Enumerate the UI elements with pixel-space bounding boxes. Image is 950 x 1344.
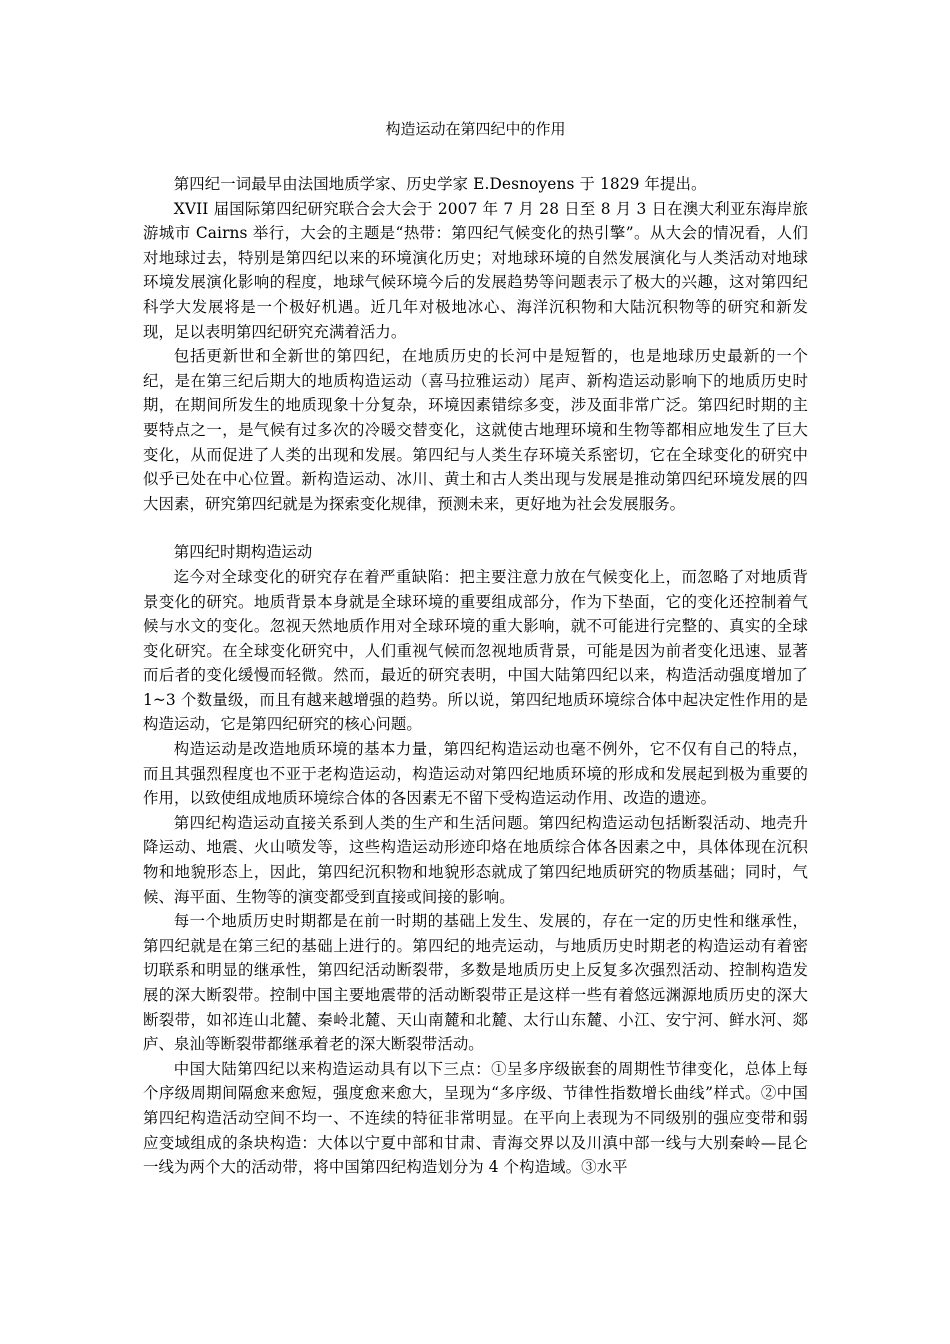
section-paragraph: 构造运动是改造地质环境的基本力量，第四纪构造运动也毫不例外，它不仅有自己的特点，而且其强烈程度也不亚于老构造运动，构造运动对第四纪地质环境的形成和发展起到极为重要的作用，以致使组成地质环境综合体的各因素无不留下受构造运动作用、改造的遗迹。 bbox=[143, 740, 808, 808]
intro-paragraph: 第四纪一词最早由法国地质学家、历史学家 E.Desnoyens 于 1829 年提出。 bbox=[173, 175, 707, 193]
section-paragraph: 第四纪构造运动直接关系到人类的生产和生活问题。第四纪构造运动包括断裂活动、地壳升降运动、地震、火山喷发等，这些构造运动形迹印烙在地质综合体各因素之中，具体体现在沉积物和地貌形态上，因此，第四纪沉积物和地貌形态就成了第四纪地质研究的物质基础；同时，气候、海平面、生物等的演变都受到直接或间接的影响。 bbox=[143, 813, 808, 906]
document-page bbox=[143, 118, 808, 1180]
section-paragraph: 迄今对全球变化的研究存在着严重缺陷：把主要注意力放在气候变化上，而忽略了对地质背景变化的研究。地质背景本身就是全球环境的重要组成部分，作为下垫面，它的变化还控制着气候与水文的变化。忽视天然地质作用对全球环境的重大影响，就不可能进行完整的、真实的全球变化研究。在全球变化研究中，人们重视气候而忽视地质背景，可能是因为前者变化迅速、显著而后者的变化缓慢而轻微。然而，最近的研究表明，中国大陆第四纪以来，构造活动强度增加了 1~3 个数量级，而且有越来越增强的趋势。所以说，第四纪地质环境综合体中起决定性作用的是构造运动，它是第四纪研究的核心问题。 bbox=[143, 567, 808, 734]
section-paragraph: 每一个地质历史时期都是在前一时期的基础上发生、发展的，存在一定的历史性和继承性，第四纪就是在第三纪的基础上进行的。第四纪的地壳运动，与地质历史时期老的构造运动有着密切联系和明显的继承性，第四纪活动断裂带，多数是地质历史上反复多次强烈活动、控制构造发展的深大断裂带。控制中国主要地震带的活动断裂带正是这样一些有着悠远渊源地质历史的深大断裂带，如祁连山北麓、秦岭北麓、天山南麓和北麓、太行山东麓、小江、安宁河、鲜水河、郯庐、泉汕等断裂带都继承着老的深大断裂带活动。 bbox=[143, 912, 808, 1054]
section-heading: 第四纪时期构造运动 bbox=[173, 543, 313, 562]
section-spacer bbox=[143, 516, 808, 540]
intro-paragraph: XVII 届国际第四纪研究联合会大会于 2007 年 7 月 28 日至 8 月 3 日在澳大利亚东海岸旅游城市 Cairns 举行，大会的主题是“热带：第四纪气候变化的热引擎”。从大会的情况看，人们对地球过去，特别是第四纪以来的环境演化历史；对地球环境的自然发展演化与人类活动对地球环境发展演化影响的程度，地球气候环境今后的发展趋势等问题表示了极大的兴趣，这对第四纪科学大发展将是一个极好机遇。近几年对极地冰心、海洋沉积物和大陆沉积物等的研究和新发现，足以表明第四纪研究充满着活力。 bbox=[143, 199, 808, 341]
document-title: 构造运动在第四纪中的作用 bbox=[385, 120, 566, 138]
intro-paragraph: 包括更新世和全新世的第四纪，在地质历史的长河中是短暂的，也是地球历史最新的一个纪，是在第三纪后期大的地质构造运动（喜马拉雅运动）尾声、新构造运动影响下的地质历史时期，在期间所发生的地质现象十分复杂，环境因素错综多变，涉及面非常广泛。第四纪时期的主要特点之一，是气候有过多次的冷暖交替变化，这就使古地理环境和生物等都相应地发生了巨大变化，从而促进了人类的出现和发展。第四纪与人类生存环境关系密切，它在全球变化的研究中似乎已处在中心位置。新构造运动、冰川、黄土和古人类出现与发展是推动第四纪环境发展的四大因素，研究第四纪就是为探索变化规律，预测未来，更好地为社会发展服务。 bbox=[143, 347, 808, 513]
section-paragraph: 中国大陆第四纪以来构造运动具有以下三点：①呈多序级嵌套的周期性节律变化，总体上每个序级周期间隔愈来愈短，强度愈来愈大，呈现为“多序级、节律性指数增长曲线”样式。②中国第四纪构造活动空间不均一、不连续的特征非常明显。在平向上表现为不同级别的强应变带和弱应变域组成的条块构造：大体以宁夏中部和甘肃、青海交界以及川滇中部一线与大别秦岭—昆仑一线为两个大的活动带，将中国第四纪构造划分为 4 个构造域。③水平 bbox=[143, 1059, 808, 1177]
